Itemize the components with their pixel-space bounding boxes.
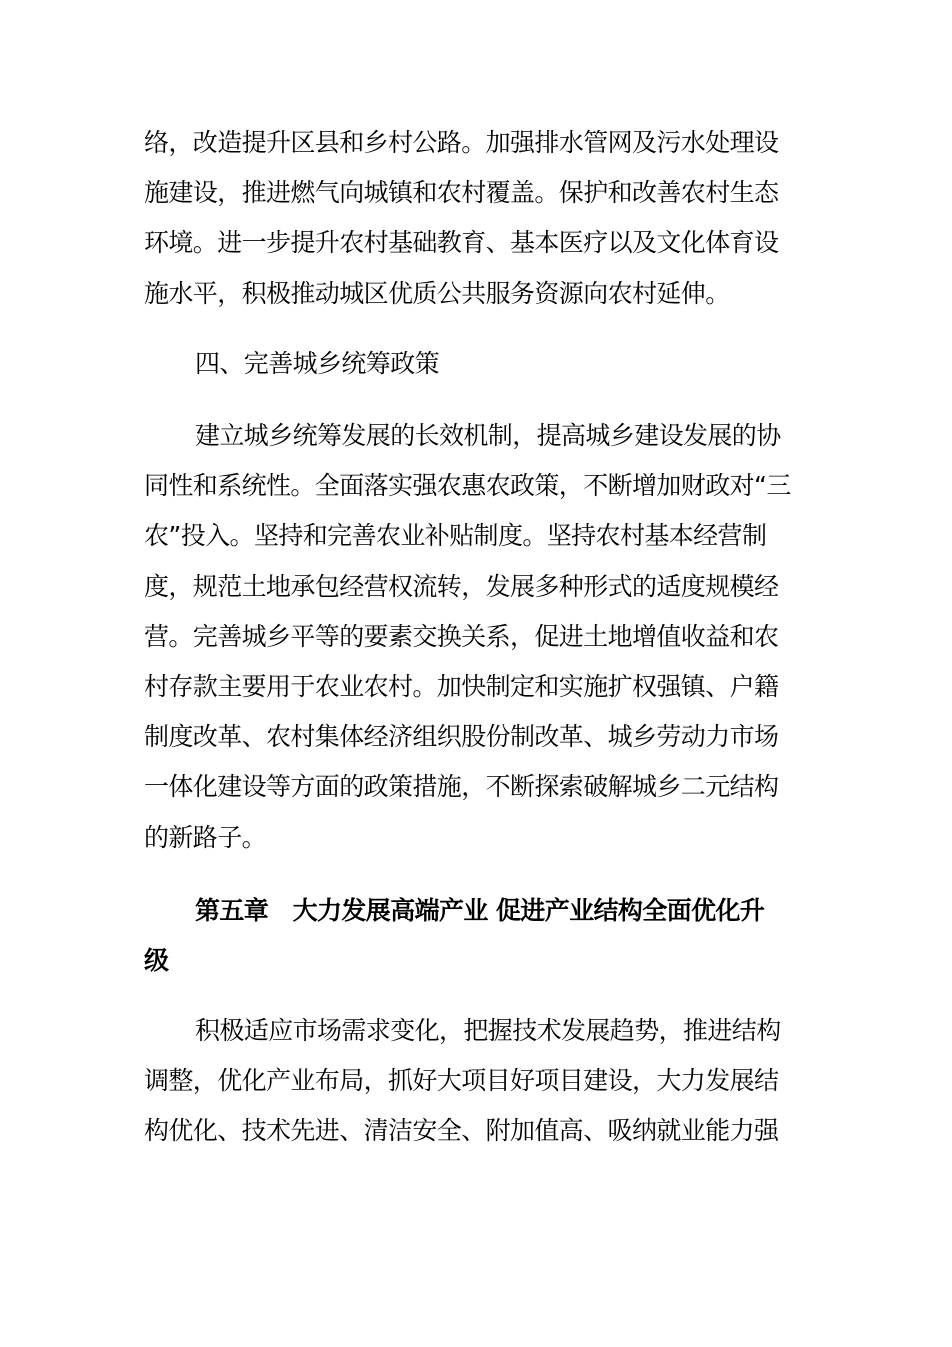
text-line: 积极适应市场需求变化，把握技术发展趋势，推进结构 — [195, 1016, 781, 1045]
text-line: 制度改革、农村集体经济组织股份制改革、城乡劳动力市场 — [144, 722, 779, 752]
text-line: 建立城乡统筹发展的长效机制，提高城乡建设发展的协 — [195, 421, 781, 450]
text-line: 农”投入。坚持和完善农业补贴制度。坚持农村基本经营制 — [144, 521, 767, 551]
text-line: 调整，优化产业布局，抓好大项目好项目建设，大力发展结 — [144, 1066, 779, 1096]
paragraph-industry — [144, 1006, 810, 1157]
text-line: 营。完善城乡平等的要素交换关系，促进土地增值收益和农 — [144, 621, 779, 651]
paragraph-infrastructure — [144, 118, 810, 319]
chapter-heading — [144, 886, 810, 986]
text-line: 施建设，推进燃气向城镇和农村覆盖。保护和改善农村生态 — [144, 178, 779, 208]
section-title: 四、完善城乡统筹政策 — [195, 349, 440, 378]
text-line: 村存款主要用于农业农村。加快制定和实施扩权强镇、户籍 — [144, 671, 779, 701]
text-line: 环境。进一步提升农村基础教育、基本医疗以及文化体育设 — [144, 228, 779, 258]
chapter-title-line: 级 — [144, 946, 169, 976]
text-line: 构优化、技术先进、清洁安全、附加值高、吸纳就业能力强 — [144, 1116, 779, 1146]
text-line: 施水平，积极推动城区优质公共服务资源向农村延伸。 — [144, 278, 730, 308]
text-line: 同性和系统性。全面落实强农惠农政策，不断增加财政对“三 — [144, 471, 791, 501]
text-line: 一体化建设等方面的政策措施，不断探索破解城乡二元结构 — [144, 772, 779, 802]
text-line: 度，规范土地承包经营权流转，发展多种形式的适度规模经 — [144, 571, 779, 601]
text-line: 络，改造提升区县和乡村公路。加强排水管网及污水处理设 — [144, 128, 779, 157]
section-heading — [144, 339, 810, 389]
paragraph-urban-rural-policy — [144, 411, 810, 863]
text-line: 的新路子。 — [144, 822, 267, 852]
chapter-title-line: 第五章 大力发展高端产业 促进产业结构全面优化升 — [195, 896, 765, 925]
